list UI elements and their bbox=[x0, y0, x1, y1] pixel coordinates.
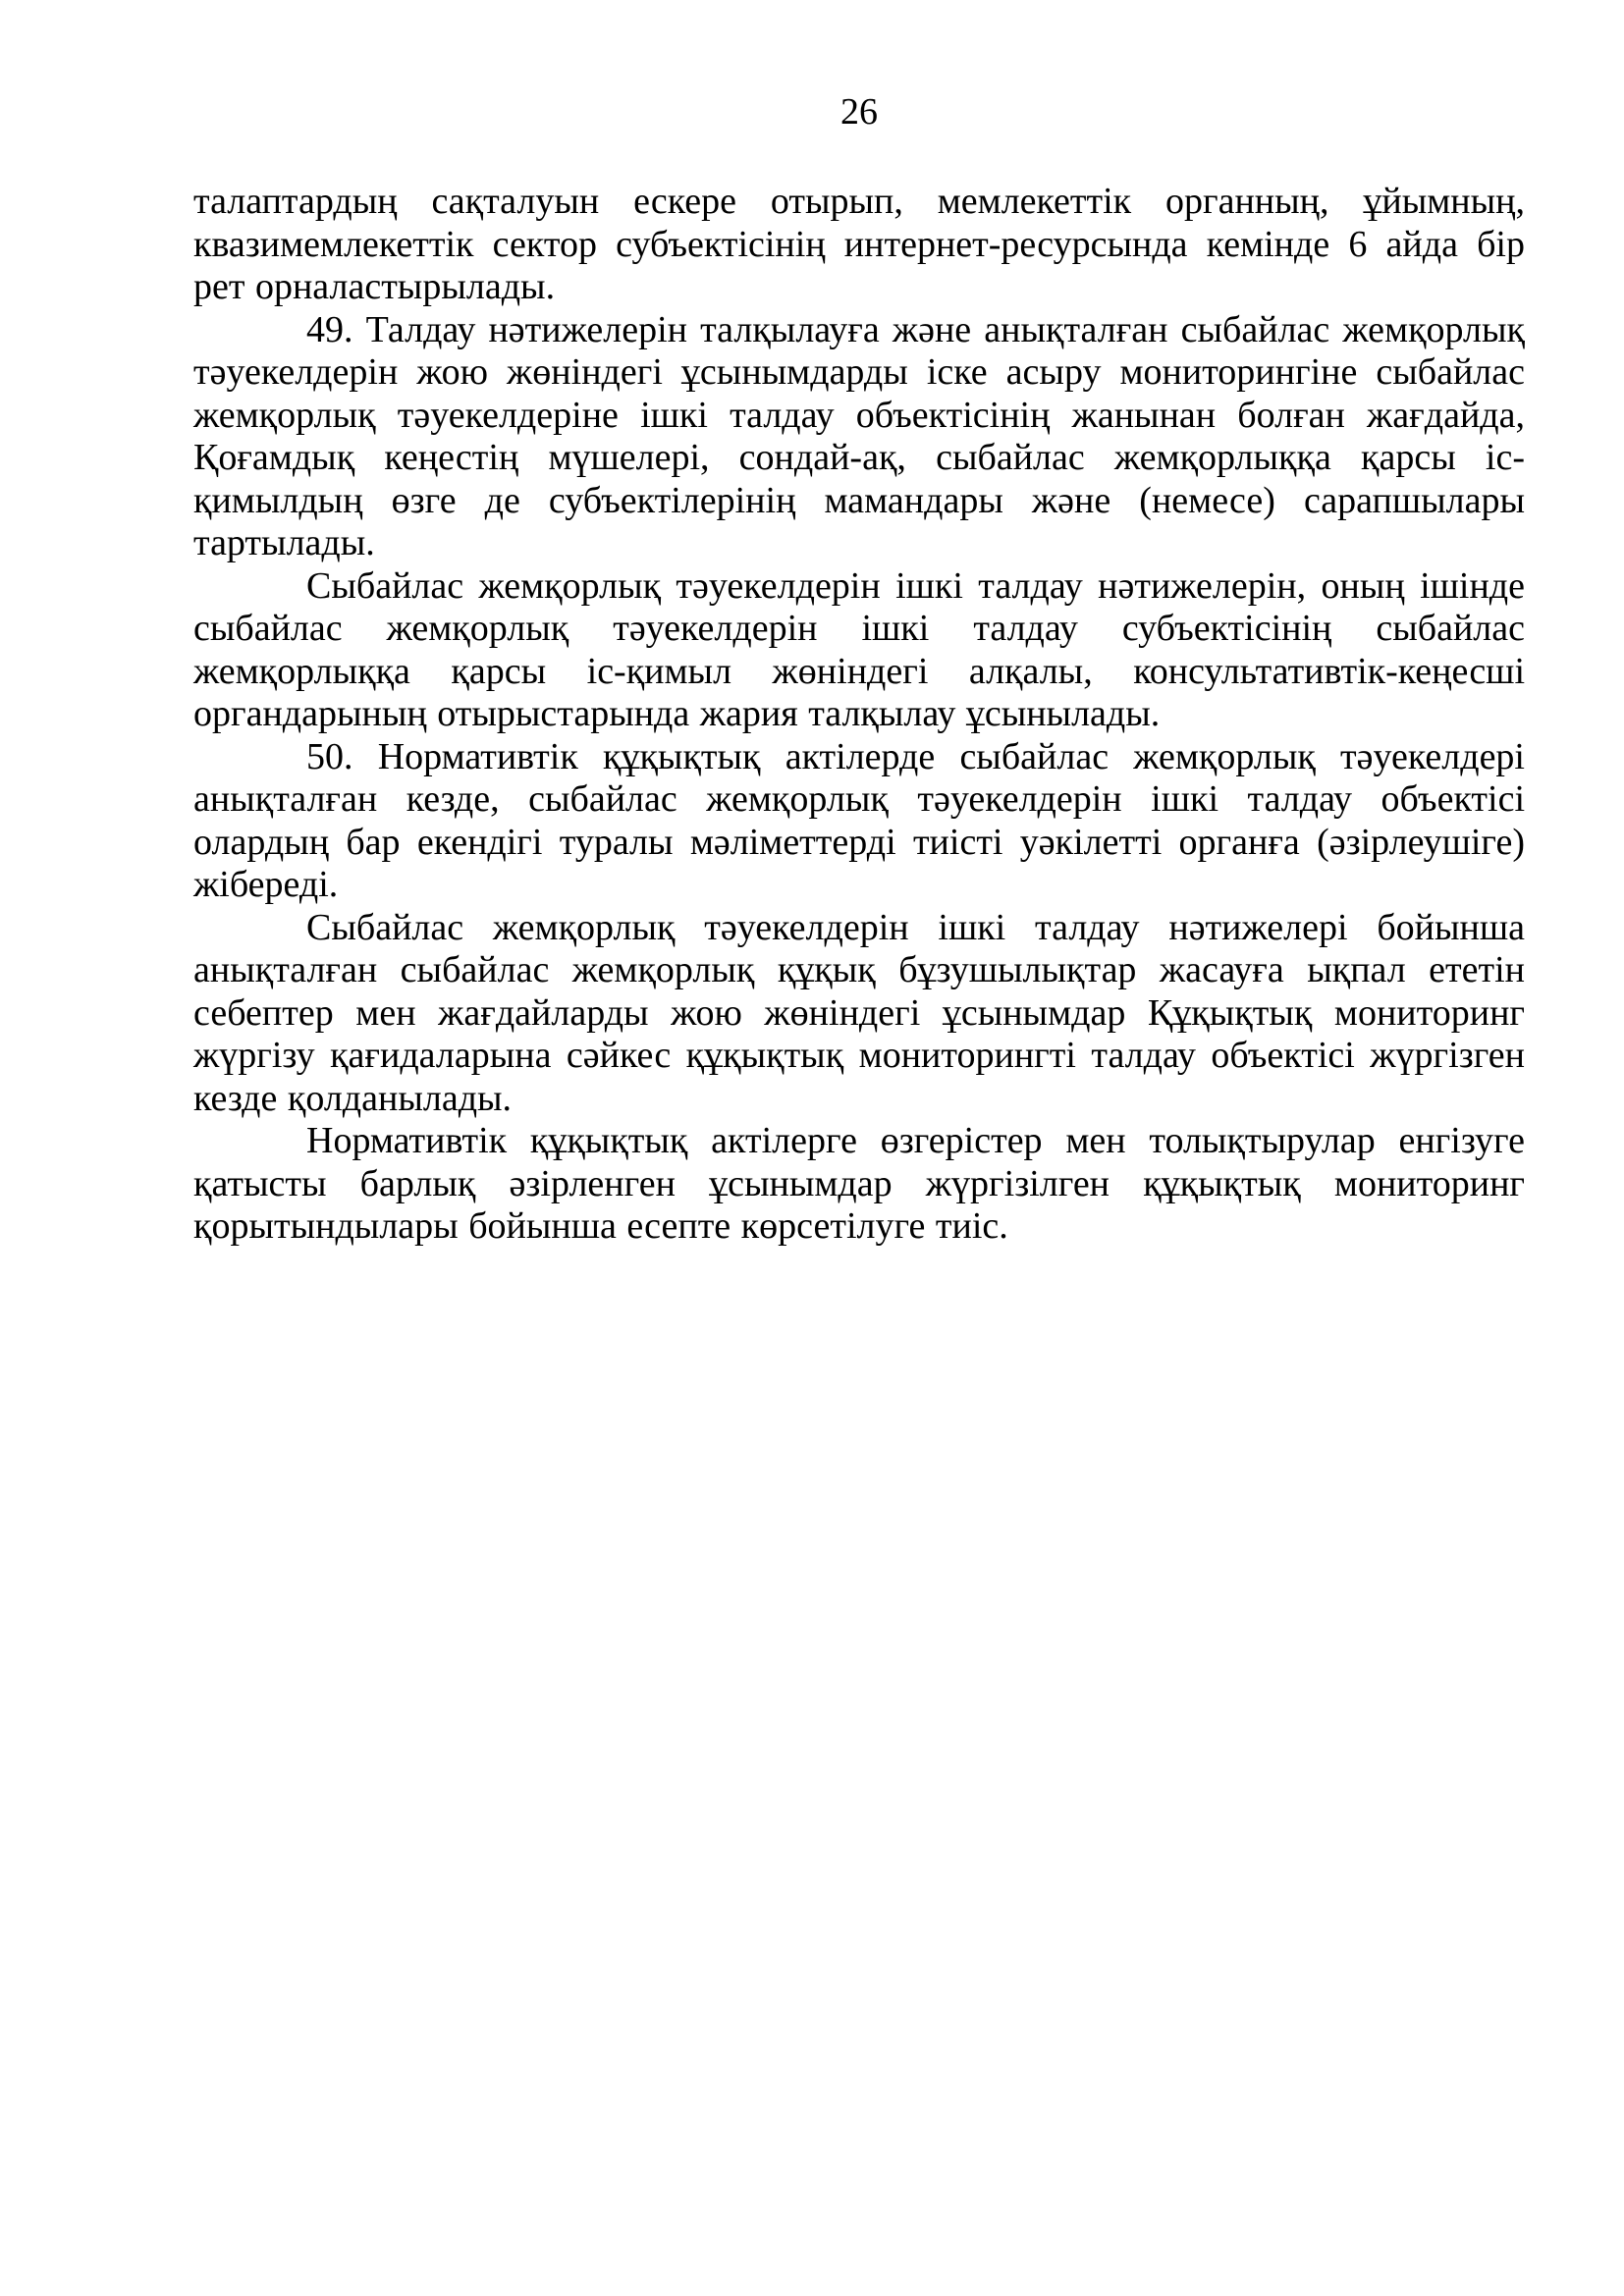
paragraph-legal-monitoring: Сыбайлас жемқорлық тәуекелдерін ішкі талдау нәтижелері бойынша анықталған сыбайлас жемқорлық құқық бұзушылықтар жасауға ықпал ететін себептер мен жағдайларды жою жөніндегі ұсынымдар Құқықтық мониторинг жүргізу қағидаларына сәйкес құқықтық мониторингті талдау объектісі жүргізген кезде қолданылады. bbox=[193, 906, 1525, 1119]
paragraph-report-requirement: Нормативтік құқықтық актілерге өзгерістер мен толықтырулар енгізуге қатысты барлық әзірленген ұсынымдар жүргізілген құқықтық мониторинг қорытындылары бойынша есепте көрсетілуге тиіс. bbox=[193, 1120, 1525, 1247]
paragraph-item-50: 50. Нормативтік құқықтық актілерде сыбайлас жемқорлық тәуекелдері анықталған кезде, сыбайлас жемқорлық тәуекелдерін ішкі талдау объектісі олардың бар екендігі туралы мәліметтерді тиісті уәкілетті органға (әзірлеушіге) жібереді. bbox=[193, 735, 1525, 905]
paragraph-continuation: талаптардың сақталуын ескере отырып, мемлекеттік органның, ұйымның, квазимемлекеттік сектор субъектісінің интернет-ресурсында кемінде 6 айда бір рет орналастырылады. bbox=[193, 181, 1525, 307]
document-body bbox=[193, 181, 1525, 1249]
paragraph-public-discussion: Сыбайлас жемқорлық тәуекелдерін ішкі талдау нәтижелерін, оның ішінде сыбайлас жемқорлық тәуекелдерін ішкі талдау субъектісінің сыбайлас жемқорлыққа қарсы іс-қимыл жөніндегі алқалы, консультативтік-кеңесші органдарының отырыстарында жария талқылау ұсынылады. bbox=[193, 564, 1525, 734]
paragraph-item-49: 49. Талдау нәтижелерін талқылауға және анықталған сыбайлас жемқорлық тәуекелдерін жою жөніндегі ұсынымдарды іске асыру мониторингіне сыбайлас жемқорлық тәуекелдеріне ішкі талдау объектісінің жанынан болған жағдайда, Қоғамдық кеңестің мүшелері, сондай-ақ, сыбайлас жемқорлыққа қарсы іс-қимылдың өзге де субъектілерінің мамандары және (немесе) сарапшылары тартылады. bbox=[193, 308, 1525, 563]
page-number: 26 bbox=[840, 91, 878, 133]
